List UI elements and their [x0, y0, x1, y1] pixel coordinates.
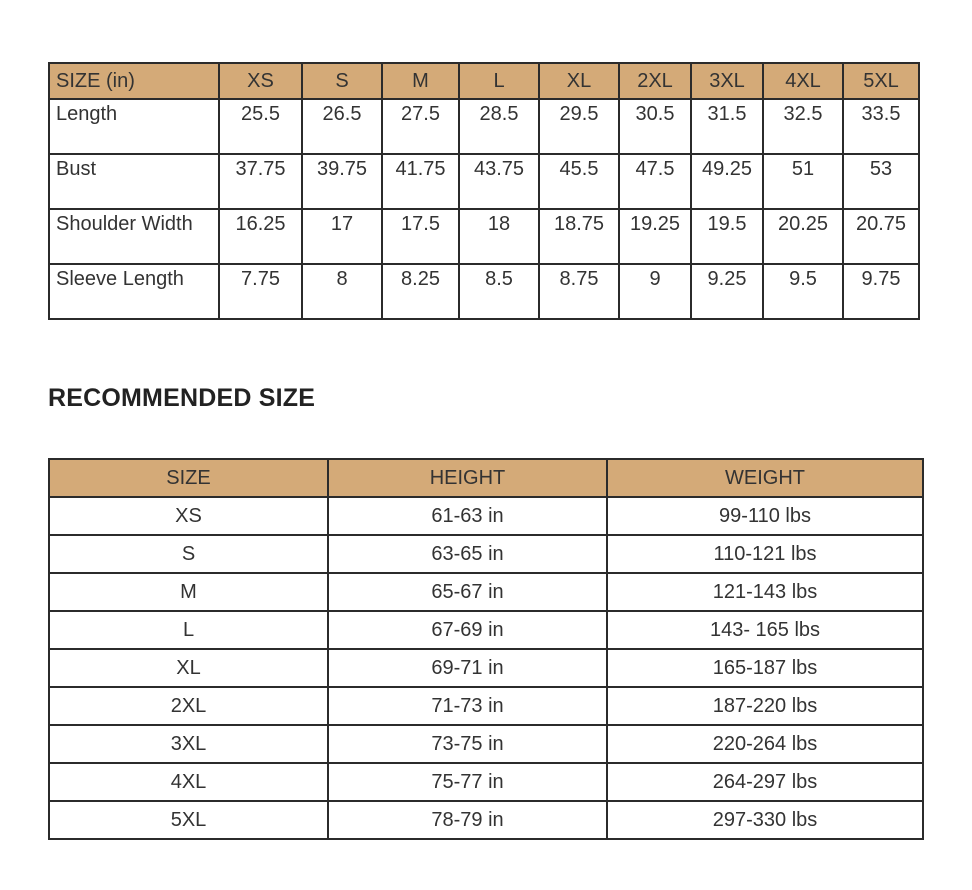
table-row: [49, 763, 923, 801]
table-row: [49, 725, 923, 763]
measurement-cell: 16.25: [219, 209, 302, 264]
weight-cell: 121-143 lbs: [607, 573, 923, 611]
size-cell: XL: [49, 649, 328, 687]
measurement-cell: 32.5: [763, 99, 843, 154]
height-cell: 69-71 in: [328, 649, 607, 687]
measurement-cell: 8: [302, 264, 382, 319]
table-row: [49, 497, 923, 535]
measurement-cell: 39.75: [302, 154, 382, 209]
row-label: Shoulder Width: [49, 209, 219, 264]
weight-cell: 264-297 lbs: [607, 763, 923, 801]
measurement-cell: 18: [459, 209, 539, 264]
measurement-cell: 37.75: [219, 154, 302, 209]
size-column-header: 4XL: [763, 63, 843, 99]
size-header-cell: SIZE (in): [49, 63, 219, 99]
size-measurements-table: [48, 62, 920, 320]
recommended-size-table: [48, 458, 924, 840]
size-column-header: XS: [219, 63, 302, 99]
measurement-cell: 26.5: [302, 99, 382, 154]
table-row: [49, 535, 923, 573]
height-cell: 67-69 in: [328, 611, 607, 649]
size-cell: S: [49, 535, 328, 573]
measurement-cell: 28.5: [459, 99, 539, 154]
height-cell: 71-73 in: [328, 687, 607, 725]
measurement-cell: 17: [302, 209, 382, 264]
measurement-cell: 8.75: [539, 264, 619, 319]
measurement-cell: 8.25: [382, 264, 459, 319]
measurement-cell: 30.5: [619, 99, 691, 154]
measurement-cell: 19.5: [691, 209, 763, 264]
measurement-cell: 18.75: [539, 209, 619, 264]
measurement-cell: 47.5: [619, 154, 691, 209]
measurement-cell: 53: [843, 154, 919, 209]
table-row: [49, 649, 923, 687]
size-column-header: M: [382, 63, 459, 99]
size-column-header: S: [302, 63, 382, 99]
row-label: Bust: [49, 154, 219, 209]
measurement-cell: 31.5: [691, 99, 763, 154]
size-cell: 3XL: [49, 725, 328, 763]
measurement-cell: 17.5: [382, 209, 459, 264]
weight-cell: 143- 165 lbs: [607, 611, 923, 649]
size-cell: XS: [49, 497, 328, 535]
measurement-cell: 29.5: [539, 99, 619, 154]
table-row: [49, 154, 919, 209]
weight-cell: 110-121 lbs: [607, 535, 923, 573]
size-cell: 4XL: [49, 763, 328, 801]
weight-cell: 220-264 lbs: [607, 725, 923, 763]
size-column-header: 2XL: [619, 63, 691, 99]
measurement-cell: 19.25: [619, 209, 691, 264]
measurements-header-row: [49, 63, 919, 99]
height-column-header: HEIGHT: [328, 459, 607, 497]
height-cell: 73-75 in: [328, 725, 607, 763]
measurement-cell: 9.25: [691, 264, 763, 319]
measurement-cell: 25.5: [219, 99, 302, 154]
measurement-cell: 7.75: [219, 264, 302, 319]
measurement-cell: 9.75: [843, 264, 919, 319]
table-row: [49, 264, 919, 319]
measurement-cell: 43.75: [459, 154, 539, 209]
size-column-header: SIZE: [49, 459, 328, 497]
row-label: Length: [49, 99, 219, 154]
size-column-header: L: [459, 63, 539, 99]
recommended-header-row: [49, 459, 923, 497]
weight-cell: 99-110 lbs: [607, 497, 923, 535]
height-cell: 65-67 in: [328, 573, 607, 611]
size-cell: M: [49, 573, 328, 611]
measurement-cell: 41.75: [382, 154, 459, 209]
measurement-cell: 33.5: [843, 99, 919, 154]
size-cell: L: [49, 611, 328, 649]
weight-column-header: WEIGHT: [607, 459, 923, 497]
size-column-header: 3XL: [691, 63, 763, 99]
table-row: [49, 209, 919, 264]
size-column-header: XL: [539, 63, 619, 99]
table-row: [49, 611, 923, 649]
size-column-header: 5XL: [843, 63, 919, 99]
height-cell: 78-79 in: [328, 801, 607, 839]
height-cell: 61-63 in: [328, 497, 607, 535]
height-cell: 75-77 in: [328, 763, 607, 801]
table-row: [49, 687, 923, 725]
table-row: [49, 573, 923, 611]
table-row: [49, 99, 919, 154]
table-row: [49, 801, 923, 839]
measurement-cell: 45.5: [539, 154, 619, 209]
size-cell: 2XL: [49, 687, 328, 725]
measurement-cell: 51: [763, 154, 843, 209]
weight-cell: 165-187 lbs: [607, 649, 923, 687]
measurement-cell: 49.25: [691, 154, 763, 209]
measurement-cell: 8.5: [459, 264, 539, 319]
measurement-cell: 27.5: [382, 99, 459, 154]
size-cell: 5XL: [49, 801, 328, 839]
measurement-cell: 9.5: [763, 264, 843, 319]
recommended-size-title: RECOMMENDED SIZE: [48, 384, 316, 412]
measurement-cell: 9: [619, 264, 691, 319]
height-cell: 63-65 in: [328, 535, 607, 573]
row-label: Sleeve Length: [49, 264, 219, 319]
weight-cell: 297-330 lbs: [607, 801, 923, 839]
measurement-cell: 20.75: [843, 209, 919, 264]
weight-cell: 187-220 lbs: [607, 687, 923, 725]
measurement-cell: 20.25: [763, 209, 843, 264]
